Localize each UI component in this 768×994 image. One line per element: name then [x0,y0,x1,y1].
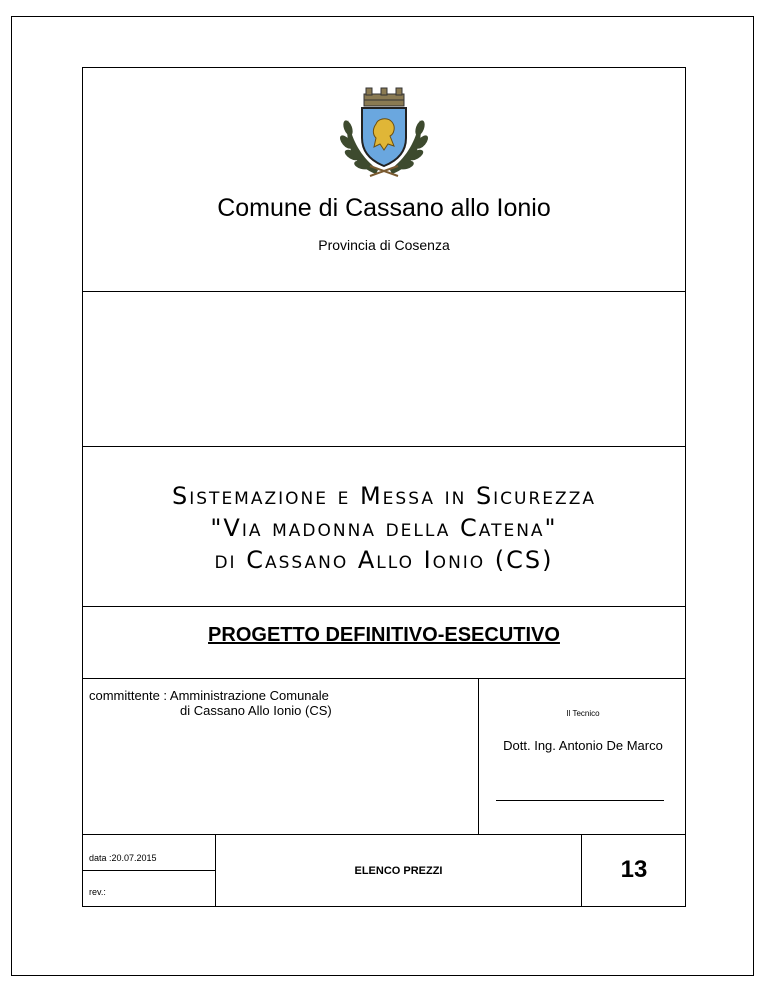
client-info [89,688,332,718]
client-line-2: di Cassano Allo Ionio (CS) [180,703,332,718]
project-title [83,480,685,576]
technician-label: Il Tecnico [566,709,600,718]
title-block [82,67,686,907]
divider [83,606,685,607]
divider [83,834,685,835]
document-number: 13 [620,856,648,883]
divider [83,291,685,292]
revision-field: rev.: [89,887,106,897]
coat-of-arms-icon [336,84,432,184]
divider [83,678,685,679]
divider [478,678,479,834]
divider [83,870,215,871]
document-title: ELENCO PREZZI [354,865,443,877]
project-title-line-2: "Via madonna della Catena" [210,514,558,542]
divider [83,446,685,447]
project-title-line-1: Sistemazione e Messa in Sicurezza [172,482,596,510]
date-field: data :20.07.2015 [89,853,157,863]
province-subtitle: Provincia di Cosenza [318,237,450,253]
municipality-title: Comune di Cassano allo Ionio [217,194,551,222]
project-title-line-3: di Cassano Allo Ionio (CS) [214,546,554,574]
client-line-1: committente : Amministrazione Comunale [89,688,329,703]
project-phase-title: PROGETTO DEFINITIVO-ESECUTIVO [208,624,560,646]
technician-name: Dott. Ing. Antonio De Marco [503,738,663,753]
signature-line [496,800,664,801]
